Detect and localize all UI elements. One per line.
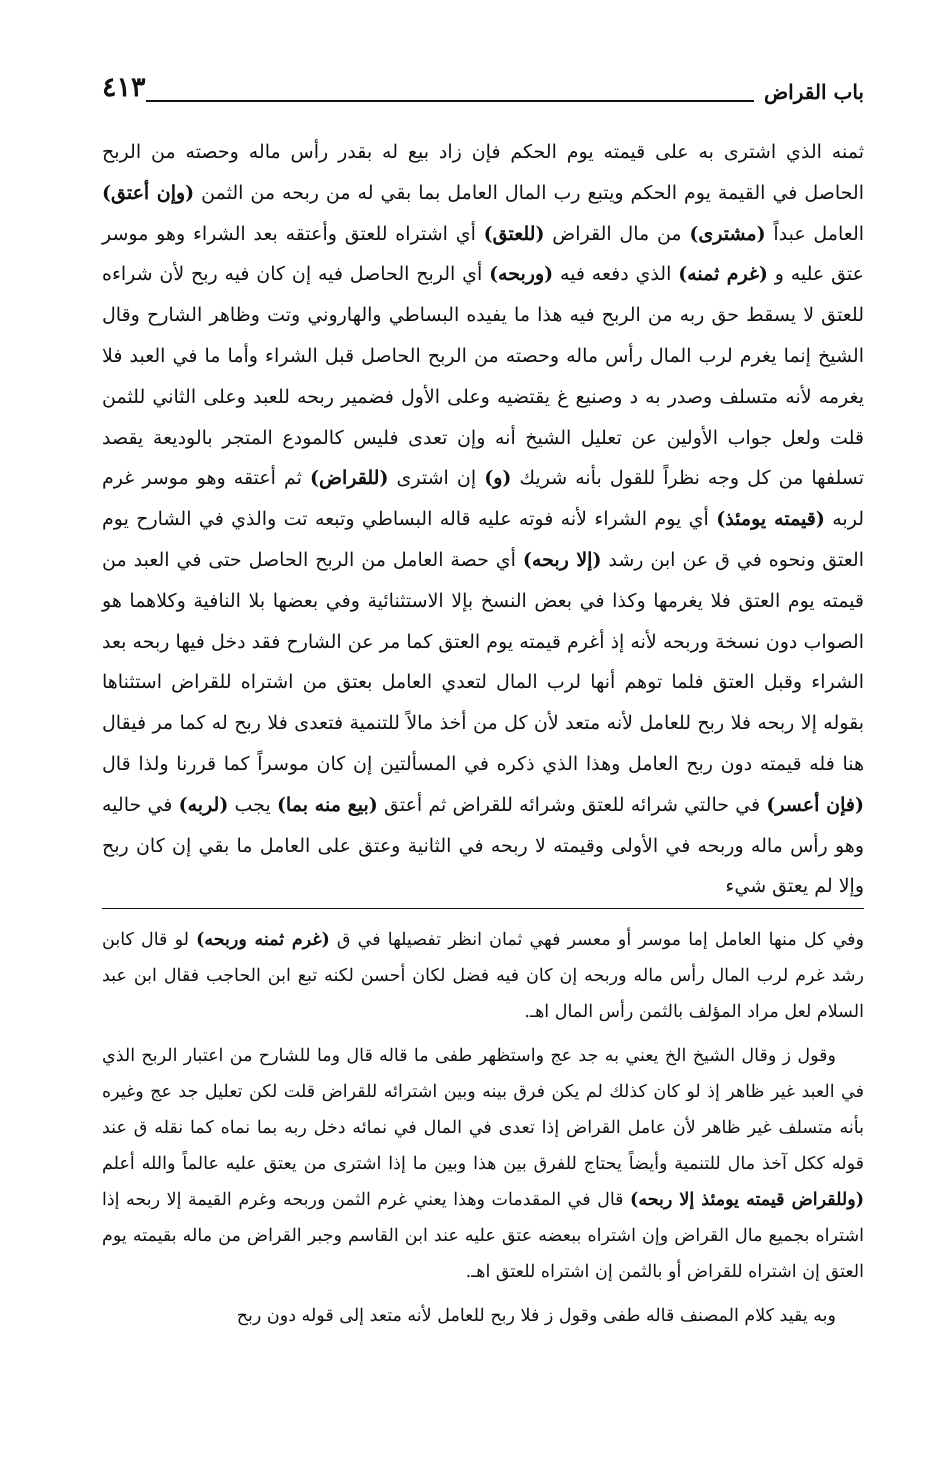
- footnote-paragraph: [102, 1038, 864, 1290]
- bold-term: (وربحه): [489, 263, 554, 286]
- bold-term: (إلا ربحه): [522, 548, 602, 571]
- page-number: ٤١٣: [102, 72, 146, 103]
- footnote-separator: [102, 908, 864, 909]
- bold-term: (غرم ثمنه وربحه): [196, 930, 330, 950]
- bold-term: (قيمته يومئذ): [716, 508, 825, 531]
- text-run: يجب: [228, 793, 277, 816]
- text-run: العامل عبداً: [765, 222, 865, 245]
- bold-term: (وإن أعتق): [102, 181, 195, 204]
- bold-term: (وللقراض قيمته يومئذ إلا ربحه): [630, 1190, 864, 1210]
- text-run: الذي دفعه فيه: [553, 263, 679, 286]
- text-run: في حاليه وهو رأس ماله وربحه في الأولى وقيمته لا ربحه في الثانية وعتق على العامل ما بقي إن كان ربح وإلا لم يعتق شيء: [102, 793, 864, 898]
- bold-term: (مشترى): [689, 222, 766, 245]
- bold-term: (بيع منه بما): [276, 793, 378, 816]
- text-run: أي حصة العامل من الربح الحاصل حتى في العبد من قيمته يوم العتق فلا يغرمها وكذا في بعض النسخ بإلا الاستثنائية وفي بعضها بلا النافية وكلاهما هو الصواب دون نسخة وربحه لأنه إذ أغرم قيمته يوم العتق كما مر عن الشارح فقد دخل فيها ربحه بعد الشراء وقبل العتق فلما توهم أنها لرب المال لتعدي العامل بعتق من اشتراه للقراض استثناها بقوله إلا ربحه فلا ربح للعامل لأنه متعد لأن كل من أخذ مالاً للتنمية فتعدى فلا ربح له كما مر فيقال هنا فله قيمته دون ربح العامل وهذا الذي ذكره في المسألتين إن كان موسراً كما قررنا ولذا قال: [102, 548, 864, 775]
- text-run: أي يوم الشراء لأنه فوته عليه قاله البساطي وتبعه تت والذي في الشارح يوم العتق ونحوه في ق عن ابن رشد: [102, 508, 865, 571]
- header-rule: [146, 100, 754, 102]
- main-text: [102, 132, 864, 907]
- text-run: وبه يقيد كلام المصنف قاله طفى وقول ز فلا ربح للعامل لأنه متعد إلى قوله دون ربح: [236, 1306, 836, 1326]
- bold-term: (فإن أعسر): [766, 793, 864, 816]
- footnotes: [102, 922, 864, 1342]
- text-run: وفي كل منها العامل إما موسر أو معسر فهي ثمان انظر تفصيلها في ق: [329, 930, 864, 950]
- text-run: من مال القراض: [544, 222, 690, 245]
- bold-term: (للعتق): [483, 222, 545, 245]
- footnote-paragraph: [102, 922, 864, 1030]
- bold-term: (لربه): [178, 793, 229, 816]
- text-run: وقول ز وقال الشيخ الخ يعني به جد عج واستظهر طفى ما قاله قال وما للشارح من اعتبار الربح الذي في العبد غير ظاهر إذ لو كان كذلك لم يكن فرق بينه وبين اشترائه للقراض قلت لكن تعليل جد عج وغيره بأنه متسلف غير ظاهر لأن عامل القراض إذا تعدى في المال في نمائه دخل ربه بما نماه كما نقله ق عند قوله ككل آخذ مال للتنمية وأيضاً يحتاج للفرق بين هذا وبين ما إذا اشترى من يعتق عليه عالماً والله أعلم: [102, 1046, 864, 1174]
- chapter-title: باب القراض: [764, 80, 864, 104]
- text-run: في حالتي شرائه للعتق وشرائه للقراض ثم أعتق: [377, 793, 767, 816]
- page-header: [102, 70, 864, 110]
- bold-term: (للقراض): [310, 467, 389, 490]
- text-run: لو قال كابن رشد غرم لرب المال رأس ماله وربحه إن كان فيه فضل لكان أحسن لكنه تبع ابن الحاجب فقال ابن عبد السلام لعل مراد المؤلف بالثمن رأس المال اهـ.: [102, 930, 864, 1022]
- bold-term: (و): [484, 467, 512, 490]
- footnote-paragraph: [102, 1298, 864, 1334]
- text-run: أي الربح الحاصل فيه إن كان فيه ربح لأن شراءه للعتق لا يسقط حق ربه من الربح فيه هذا ما يفيده البساطي والهاروني وتت وظاهر الشارح وقال الشيخ إنما يغرم لرب المال رأس ماله وحصته من الربح الحاصل قبل الشراء وأما ما في العبد فلا يغرمه لأنه متسلف وصدر به د وصنيع غ يقتضيه وعلى الأول فضمير ربحه للعبد وعلى الثاني للثمن قلت ولعل جواب الأولين عن تعليل الشيخ أنه وإن تعدى فليس كالمودع المتجر بالوديعة يقصد تسلفها من كل وجه نظراً للقول بأنه شريك: [102, 263, 865, 490]
- text-run: أي اشتراه للعتق وأعتقه بعد الشراء وهو موسر عتق عليه و: [102, 222, 864, 286]
- text-run: ثم أعتقه وهو موسر غرم لربه: [102, 467, 864, 531]
- main-paragraph: [102, 132, 864, 907]
- text-run: إن اشترى: [388, 467, 485, 490]
- bold-term: (غرم ثمنه): [678, 263, 768, 286]
- text-run: قال في المقدمات وهذا يعني غرم الثمن وربحه وغرم القيمة إلا ربحه إذا اشتراه بجميع مال القراض وإن اشتراه ببعضه عتق عليه عند ابن القاسم وجبر القراض من ماله بقيمته يوم العتق إن اشتراه للقراض أو بالثمن إن اشتراه للعتق اهـ.: [102, 1190, 864, 1282]
- text-run: ثمنه الذي اشترى به على قيمته يوم الحكم فإن زاد بيع له بقدر رأس ماله وحصته من الربح الحاصل في القيمة يوم الحكم ويتبع رب المال العامل بما بقي له من ربحه من الثمن: [102, 141, 864, 204]
